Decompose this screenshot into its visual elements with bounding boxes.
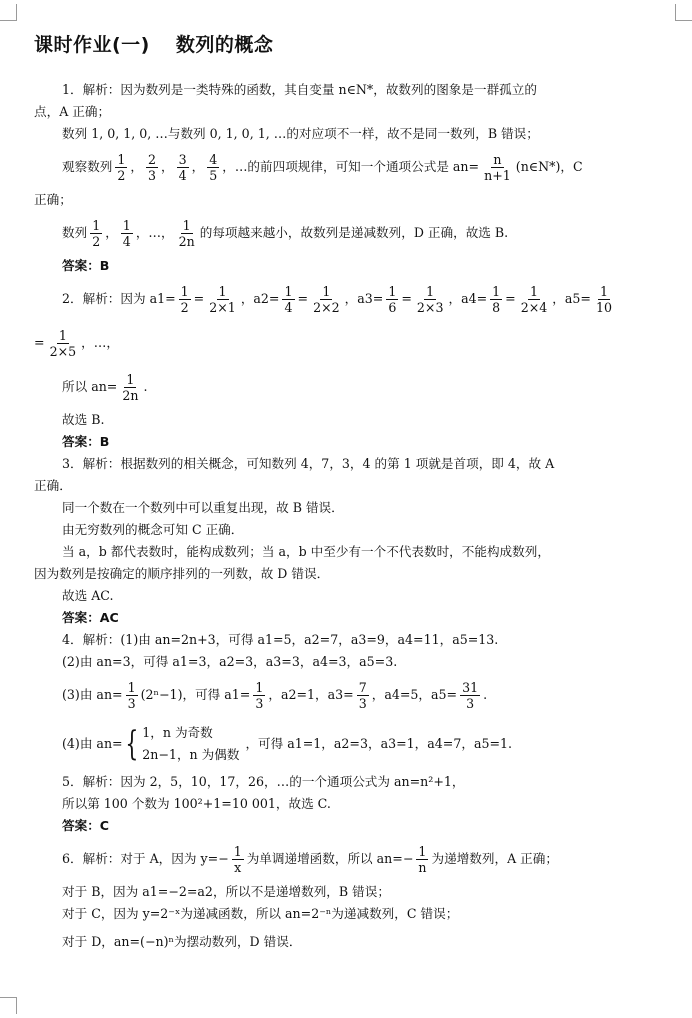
q1-answer: 答案：B: [62, 258, 110, 273]
q2-frac-1-6: $\frac{1}{6}$: [388, 283, 397, 315]
page-title: [34, 30, 656, 57]
q2-answer: 答案：B: [62, 434, 110, 449]
q2-frac-1-2x1: $\frac{1}{2\times 1}$: [209, 283, 236, 315]
q2-frac-1-2x3: $\frac{1}{2\times 3}$: [416, 283, 444, 315]
q2-frac-1-2x4: $\frac{1}{2\times 4}$: [520, 283, 548, 315]
case-odd: 1，n 为奇数: [142, 725, 213, 740]
q3-line7: 故选 AC.: [62, 588, 114, 603]
q3-line3: 同一个数在一个数列中可以重复出现，故 B 错误．: [62, 500, 344, 515]
crop-mark-bottom-left: [0, 997, 17, 1014]
piecewise-brace: {: [124, 724, 138, 764]
q2-frac-1-4: $\frac{1}{4}$: [284, 283, 293, 315]
q1-line4: 观察数列 1 2 ， 2 3 ， 3 4 ， 4 5 ，…的前四项规律，可知一个通项公式是 an= $\frac{n}{n+1}$ (n∈N*)，C: [62, 151, 583, 183]
q2-frac-1-8: $\frac{1}{8}$: [492, 283, 501, 315]
q2-line4: 故选 B.: [62, 412, 105, 427]
q2-frac-1-2x5: $\frac{1}{2\times 5}$: [49, 327, 77, 359]
fraction-2-3: 2 3: [147, 151, 156, 183]
q5-answer: 答案：C: [62, 818, 110, 833]
q1-line4-text-c: (n∈N*)，C: [515, 159, 583, 174]
q3-line1: 3．解析：根据数列的相关概念，可知数列 4，7，3，4 的第 1 项就是首项，即 4，故 A: [62, 456, 555, 471]
q2-line3: 所以 an= $\frac{1}{2n}$ .: [62, 371, 148, 403]
q6-line1: 6．解析：对于 A，因为 y=− $\frac{1}{x}$ 为单调递增函数，所以 an=− $\frac{1}{n}$ 为递增数列，A 正确；: [62, 843, 558, 875]
q4-line3: (3)由 an= $\frac{1}{3}$ (2ⁿ−1)，可得 a1= $\frac{1}{3}$ ，a2=1，a3= $\frac{7}{3}$ ，a4=5，a5= $\frac{31}{3}$ .: [62, 679, 488, 711]
q2-frac-1-2: $\frac{1}{2}$: [180, 283, 189, 315]
q3-line5: 当 a，b 都代表数时，能构成数列；当 a，b 中至少有一个不代表数时，不能构成数列，: [62, 544, 550, 559]
q4-frac-1-3: $\frac{1}{3}$: [127, 679, 136, 711]
q6-frac-1-n: $\frac{1}{n}$: [418, 843, 427, 875]
q4-frac-7-3: $\frac{7}{3}$: [358, 679, 367, 711]
q1-line5: 正确；: [34, 192, 72, 207]
q2-line2: = $\frac{1}{2\times 5}$ ，…，: [34, 327, 119, 359]
q2-frac-1-2n: $\frac{1}{2n}$: [122, 371, 139, 403]
q6-line2: 对于 B，因为 a1=−2=a2，所以不是递增数列，B 错误；: [62, 884, 390, 899]
fraction-1-2n: 1 2n: [178, 217, 195, 249]
q3-line2: 正确．: [34, 478, 72, 493]
q2-frac-1-10: $\frac{1}{10}$: [595, 283, 612, 315]
q1-line4-text-a: 观察数列: [62, 159, 113, 174]
q5-line2: 所以第 100 个数为 100²+1=10 001，故选 C.: [62, 796, 331, 811]
q4-frac-31-3: $\frac{31}{3}$: [462, 679, 479, 711]
q6-frac-1-x: $\frac{1}{x}$: [233, 843, 242, 875]
q2-frac-1-2x2: $\frac{1}{2\times 2}$: [313, 283, 340, 315]
fraction-1-4: 1 4: [122, 217, 131, 249]
fraction-n-n1: $\frac{n}{n+1}$: [484, 151, 511, 183]
q1-line6: 数列 1 2 ， 1 4 ，…， 1 2n 的每项越来越小，故数列是递减数列，D 正确，故选 B.: [62, 217, 509, 249]
q3-answer: 答案：AC: [62, 610, 119, 625]
q4-frac-1-3b: $\frac{1}{3}$: [255, 679, 264, 711]
case-even: 2n−1，n 为偶数: [142, 747, 240, 762]
q5-line1: 5．解析：因为 2，5，10，17，26，…的一个通项公式为 an=n²+1，: [62, 774, 465, 789]
q3-line4: 由无穷数列的概念可知 C 正确．: [62, 522, 244, 537]
q4-line2: (2)由 an=3，可得 a1=3，a2=3，a3=3，a4=3，a5=3.: [62, 654, 398, 669]
fraction-4-5: 4 5: [209, 151, 218, 183]
title-right: 数列的概念: [175, 34, 274, 56]
q2-line1: 2．解析：因为 a1= $\frac{1}{2}$ = $\frac{1}{2\times 1}$ ，a2= $\frac{1}{4}$ = $\frac{1}{2\times 2}$ ，a3= $\frac{1}{6}$ = $\frac{1}{2\times 3}$ ，a4= $\frac{1}{8}$ = $\frac{1}{2\times 4}$ ，a5= $\frac{1}{10}$: [62, 283, 612, 315]
fraction-1-2: 1 2: [117, 151, 126, 183]
q4-line4: (4)由 an= { 1，n 为奇数 2n−1，n 为偶数 ，可得 a1=1，a2=3，a3=1，a4=7，a5=1.: [62, 724, 513, 764]
fraction-3-4: 3 4: [178, 151, 187, 183]
piecewise-cases: [142, 722, 239, 766]
fraction-1-2b: 1 2: [92, 217, 101, 249]
q1-line1: 1．解析：因为数列是一类特殊的函数，其自变量 n∈N*，故数列的图象是一群孤立的: [62, 82, 537, 97]
q6-line4: 对于 D，an=(−n)ⁿ为摆动数列，D 错误．: [62, 934, 302, 949]
q1-line2: 点，A 正确；: [34, 104, 111, 119]
q1-line4-text-b: ，…的前四项规律，可知一个通项公式是 an=: [222, 159, 480, 174]
crop-mark-top-left: [0, 4, 17, 21]
q6-line3: 对于 C，因为 y=2⁻ˣ为递减函数，所以 an=2⁻ⁿ为递减数列，C 错误；: [62, 906, 459, 921]
q1-line3: 数列 1, 0, 1, 0, …与数列 0, 1, 0, 1, …的对应项不一样，故不是同一数列，B 错误；: [62, 126, 539, 141]
crop-mark-top-right: [675, 4, 692, 21]
document-page: [34, 30, 656, 953]
q4-line1: 4．解析：(1)由 an=2n+3，可得 a1=5，a2=7，a3=9，a4=11，a5=13.: [62, 632, 499, 647]
q3-line6: 因为数列是按确定的顺序排列的一列数，故 D 错误．: [34, 566, 330, 581]
title-left: 课时作业(一): [34, 34, 150, 56]
